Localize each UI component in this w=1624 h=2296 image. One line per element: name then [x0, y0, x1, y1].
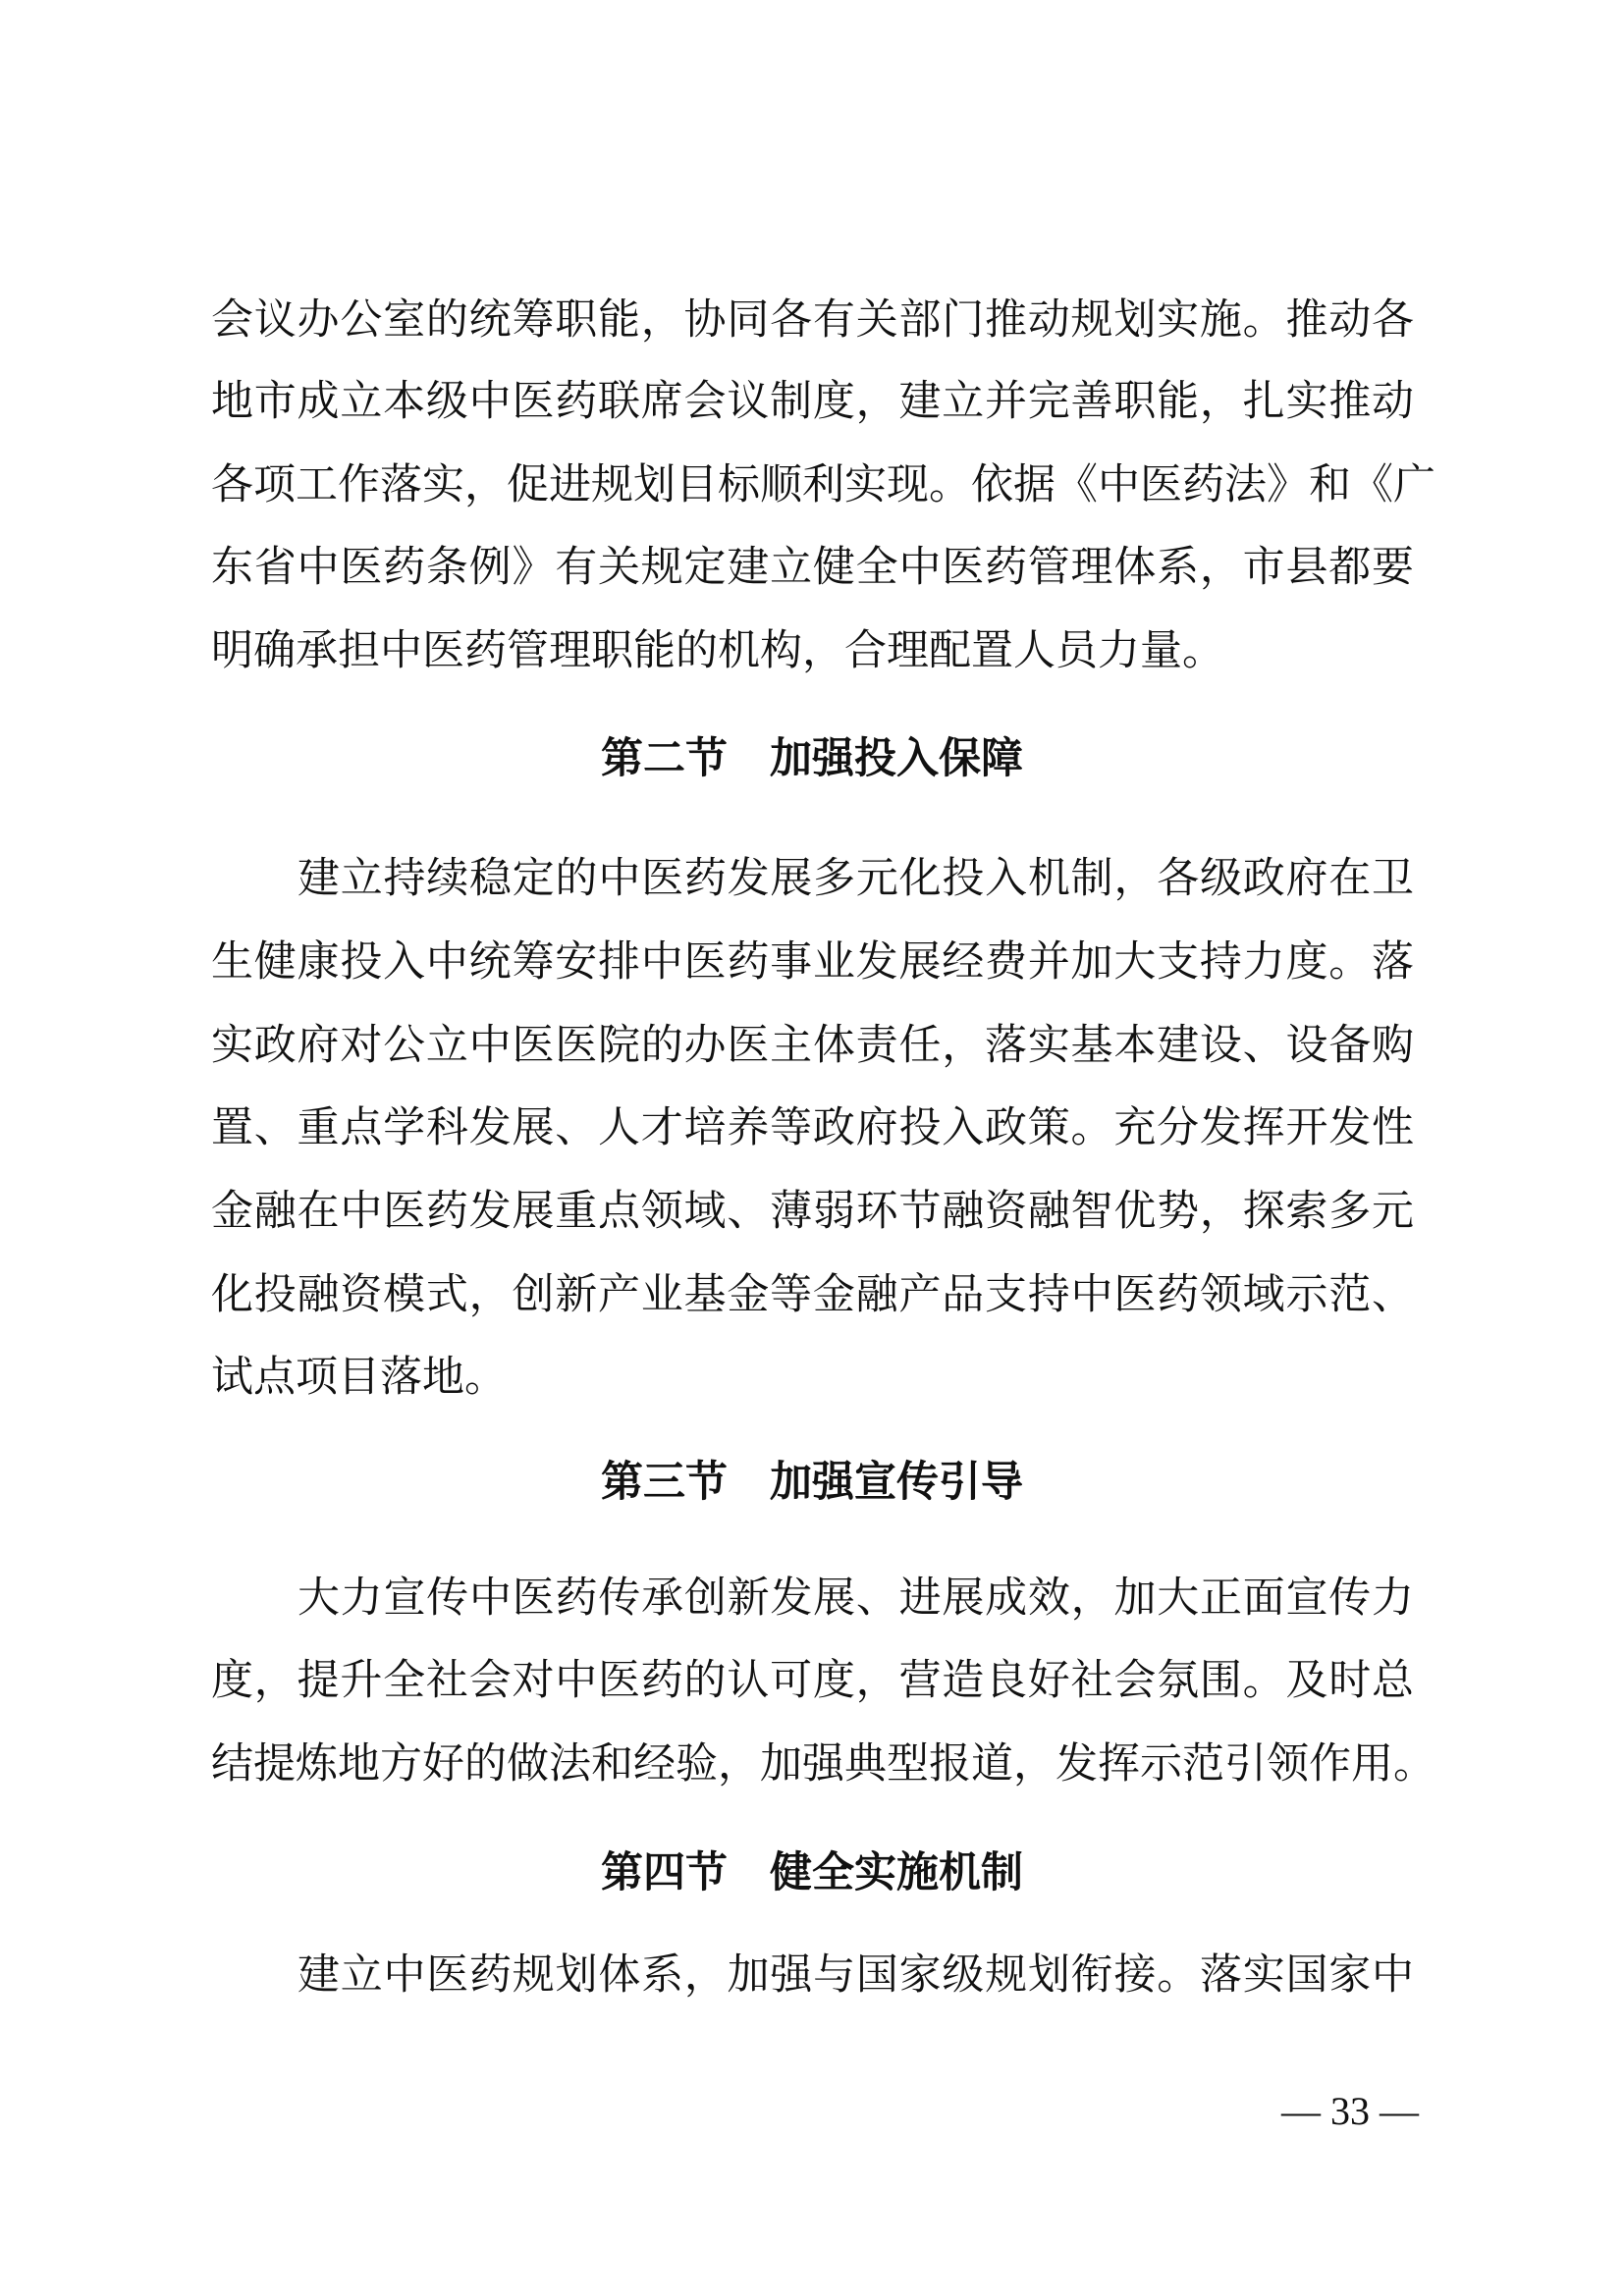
section-heading: 第三节 加强宣传引导: [601, 1458, 1023, 1507]
paragraph-line: 实政府对公立中医医院的办医主体责任，落实基本建设、设备购: [211, 1021, 1414, 1070]
paragraph-line: 试点项目落地。: [211, 1353, 507, 1402]
paragraph-line: 结提炼地方好的做法和经验，加强典型报道，发挥示范引领作用。: [211, 1739, 1435, 1789]
page-number: — 33 —: [1281, 2089, 1419, 2133]
paragraph-line: 化投融资模式，创新产业基金等金融产品支持中医药领域示范、: [211, 1270, 1414, 1319]
paragraph-line: 置、重点学科发展、人才培养等政府投入政策。充分发挥开发性: [211, 1103, 1414, 1152]
section-heading: 第四节 健全实施机制: [601, 1848, 1023, 1897]
paragraph-line: 大力宣传中医药传承创新发展、进展成效，加大正面宣传力: [298, 1574, 1414, 1623]
paragraph-line: 地市成立本级中医药联席会议制度，建立并完善职能，扎实推动: [211, 377, 1414, 426]
paragraph-line: 建立持续稳定的中医药发展多元化投入机制，各级政府在卫: [298, 854, 1414, 903]
paragraph-line: 金融在中医药发展重点领域、薄弱环节融资融智优势，探索多元: [211, 1187, 1414, 1236]
paragraph-line: 建立中医药规划体系，加强与国家级规划衔接。落实国家中: [298, 1950, 1414, 2000]
paragraph-line: 会议办公室的统筹职能，协同各有关部门推动规划实施。推动各: [211, 295, 1414, 345]
section-heading: 第二节 加强投入保障: [601, 734, 1023, 783]
paragraph-line: 度，提升全社会对中医药的认可度，营造良好社会氛围。及时总: [211, 1656, 1414, 1705]
paragraph-line: 东省中医药条例》有关规定建立健全中医药管理体系，市县都要: [211, 543, 1414, 592]
paragraph-line: 生健康投入中统筹安排中医药事业发展经费并加大支持力度。落: [211, 937, 1414, 987]
paragraph-line: 各项工作落实，促进规划目标顺利实现。依据《中医药法》和《广: [211, 460, 1435, 509]
paragraph-line: 明确承担中医药管理职能的机构，合理配置人员力量。: [211, 626, 1224, 675]
